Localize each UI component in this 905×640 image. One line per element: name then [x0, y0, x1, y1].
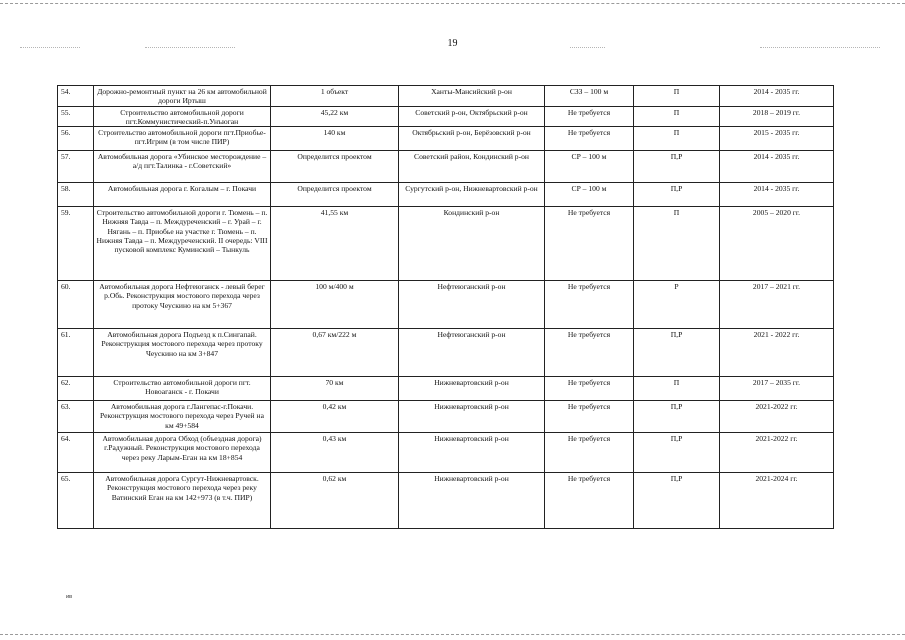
object-measure-cell: 0,62 км — [271, 473, 399, 529]
sanitary-zone-cell: СЗЗ – 100 м — [545, 86, 634, 107]
object-measure-cell: 70 км — [271, 377, 399, 401]
table-row — [58, 207, 834, 281]
object-location-cell: Нижневартовский р-он — [399, 401, 545, 433]
implementation-period-cell: 2021-2022 гг. — [720, 401, 834, 433]
sanitary-zone-cell: Не требуется — [545, 329, 634, 377]
implementation-period-cell: 2021 - 2022 гг. — [720, 329, 834, 377]
sanitary-zone-cell: СР – 100 м — [545, 151, 634, 183]
object-name-cell: Автомобильная дорога Подъезд к п.Сингапай. Реконструкция мостового перехода через протоку Чеускино на км 3+847 — [94, 329, 271, 377]
object-name-cell: Строительство автомобильной дороги пгт.Коммунистический-п.Унъюган — [94, 106, 271, 127]
sanitary-zone-cell: СР – 100 м — [545, 183, 634, 207]
sanitary-zone-cell: Не требуется — [545, 377, 634, 401]
object-stage-cell: Р — [634, 281, 720, 329]
scan-edge-top — [0, 3, 905, 4]
row-number-cell: 58. — [58, 183, 94, 207]
object-stage-cell: П,Р — [634, 401, 720, 433]
object-stage-cell: П — [634, 106, 720, 127]
objects-table — [57, 85, 834, 529]
object-name-cell: Автомобильная дорога г.Лангепас-г.Покачи. Реконструкция мостового перехода через Ручей на км 49+584 — [94, 401, 271, 433]
object-name-cell: Автомобильная дорога Сургут-Нижневартовск. Реконструкция мостового перехода через реку Ватинский Еган на км 142+973 (в т.ч. ПИР) — [94, 473, 271, 529]
object-location-cell: Ханты-Мансийский р-он — [399, 86, 545, 107]
row-number-cell: 65. — [58, 473, 94, 529]
row-number-cell: 54. — [58, 86, 94, 107]
page-number: 19 — [447, 38, 458, 49]
sanitary-zone-cell: Не требуется — [545, 106, 634, 127]
object-measure-cell: Определится проектом — [271, 183, 399, 207]
object-location-cell: Нижневартовский р-он — [399, 377, 545, 401]
object-stage-cell: П — [634, 86, 720, 107]
footer-mark: ив — [66, 594, 72, 600]
row-number-cell: 59. — [58, 207, 94, 281]
object-stage-cell: П,Р — [634, 433, 720, 473]
object-measure-cell: 140 км — [271, 127, 399, 151]
object-location-cell: Нижневартовский р-он — [399, 473, 545, 529]
sanitary-zone-cell: Не требуется — [545, 433, 634, 473]
object-stage-cell: П — [634, 207, 720, 281]
sanitary-zone-cell: Не требуется — [545, 473, 634, 529]
sanitary-zone-cell: Не требуется — [545, 207, 634, 281]
row-number-cell: 62. — [58, 377, 94, 401]
row-number-cell: 57. — [58, 151, 94, 183]
object-name-cell: Автомобильная дорога Обход (объездная дорога) г.Радужный. Реконструкция мостового перехода через реку Ларым-Еган на км 18+854 — [94, 433, 271, 473]
object-name-cell: Строительство автомобильной дороги пгт.Приобье-пгт.Игрим (в том числе ПИР) — [94, 127, 271, 151]
implementation-period-cell: 2015 - 2035 гг. — [720, 127, 834, 151]
table-row — [58, 329, 834, 377]
implementation-period-cell: 2005 – 2020 гг. — [720, 207, 834, 281]
object-name-cell: Автомобильная дорога г. Когалым – г. Покачи — [94, 183, 271, 207]
object-measure-cell: 45,22 км — [271, 106, 399, 127]
object-stage-cell: П,Р — [634, 151, 720, 183]
implementation-period-cell: 2021-2022 гг. — [720, 433, 834, 473]
row-number-cell: 55. — [58, 106, 94, 127]
object-location-cell: Советский район, Кондинский р-он — [399, 151, 545, 183]
table-row — [58, 127, 834, 151]
object-location-cell: Октябрьский р-он, Берёзовский р-он — [399, 127, 545, 151]
table-row — [58, 86, 834, 107]
object-location-cell: Нефтеюганский р-он — [399, 281, 545, 329]
table-row — [58, 401, 834, 433]
implementation-period-cell: 2014 - 2035 гг. — [720, 151, 834, 183]
object-stage-cell: П — [634, 127, 720, 151]
object-measure-cell: 100 м/400 м — [271, 281, 399, 329]
implementation-period-cell: 2014 - 2035 гг. — [720, 183, 834, 207]
sanitary-zone-cell: Не требуется — [545, 127, 634, 151]
table-row — [58, 433, 834, 473]
object-location-cell: Сургутский р-он, Нижневартовский р-он — [399, 183, 545, 207]
object-location-cell: Советский р-он, Октябрьский р-он — [399, 106, 545, 127]
table-body — [58, 86, 834, 529]
object-location-cell: Нижневартовский р-он — [399, 433, 545, 473]
object-measure-cell: 0,67 км/222 м — [271, 329, 399, 377]
table-row — [58, 377, 834, 401]
object-name-cell: Строительство автомобильной дороги пгт. Новоаганск - г. Покачи — [94, 377, 271, 401]
row-number-cell: 61. — [58, 329, 94, 377]
object-measure-cell: 41,55 км — [271, 207, 399, 281]
row-number-cell: 63. — [58, 401, 94, 433]
object-name-cell: Автомобильная дорога Нефтеюганск - левый берег р.Обь. Реконструкция мостового перехода через протоку Чеускино на км 5+367 — [94, 281, 271, 329]
object-stage-cell: П,Р — [634, 473, 720, 529]
scan-edge-bottom — [0, 634, 905, 635]
object-stage-cell: П,Р — [634, 329, 720, 377]
table-row — [58, 473, 834, 529]
object-location-cell: Кондинский р-он — [399, 207, 545, 281]
object-stage-cell: П — [634, 377, 720, 401]
object-name-cell: Строительство автомобильной дороги г. Тюмень – п. Нижняя Тавда – п. Междуреченский – г. Урай – г. Нягань – п. Приобье на участке г. Тюмень – п. Нижняя Тавда – п. Междуреченский. II очередь: VIII пусковой комплекс Куминский – Тынкуль — [94, 207, 271, 281]
object-name-cell: Автомобильная дорога «Убинское месторождение – а/д пгт.Талинка - г.Советский» — [94, 151, 271, 183]
row-number-cell: 60. — [58, 281, 94, 329]
object-name-cell: Дорожно-ремонтный пункт на 26 км автомобильной дороги Иртыш — [94, 86, 271, 107]
object-location-cell: Нефтеюганский р-он — [399, 329, 545, 377]
object-measure-cell: 0,43 км — [271, 433, 399, 473]
object-measure-cell: 1 объект — [271, 86, 399, 107]
implementation-period-cell: 2017 – 2035 гг. — [720, 377, 834, 401]
object-measure-cell: Определится проектом — [271, 151, 399, 183]
implementation-period-cell: 2017 – 2021 гг. — [720, 281, 834, 329]
row-number-cell: 56. — [58, 127, 94, 151]
implementation-period-cell: 2021-2024 гг. — [720, 473, 834, 529]
table-row — [58, 183, 834, 207]
table-row — [58, 106, 834, 127]
implementation-period-cell: 2018 – 2019 гг. — [720, 106, 834, 127]
implementation-period-cell: 2014 - 2035 гг. — [720, 86, 834, 107]
table-row — [58, 151, 834, 183]
row-number-cell: 64. — [58, 433, 94, 473]
table-row — [58, 281, 834, 329]
object-stage-cell: П,Р — [634, 183, 720, 207]
object-measure-cell: 0,42 км — [271, 401, 399, 433]
sanitary-zone-cell: Не требуется — [545, 401, 634, 433]
sanitary-zone-cell: Не требуется — [545, 281, 634, 329]
